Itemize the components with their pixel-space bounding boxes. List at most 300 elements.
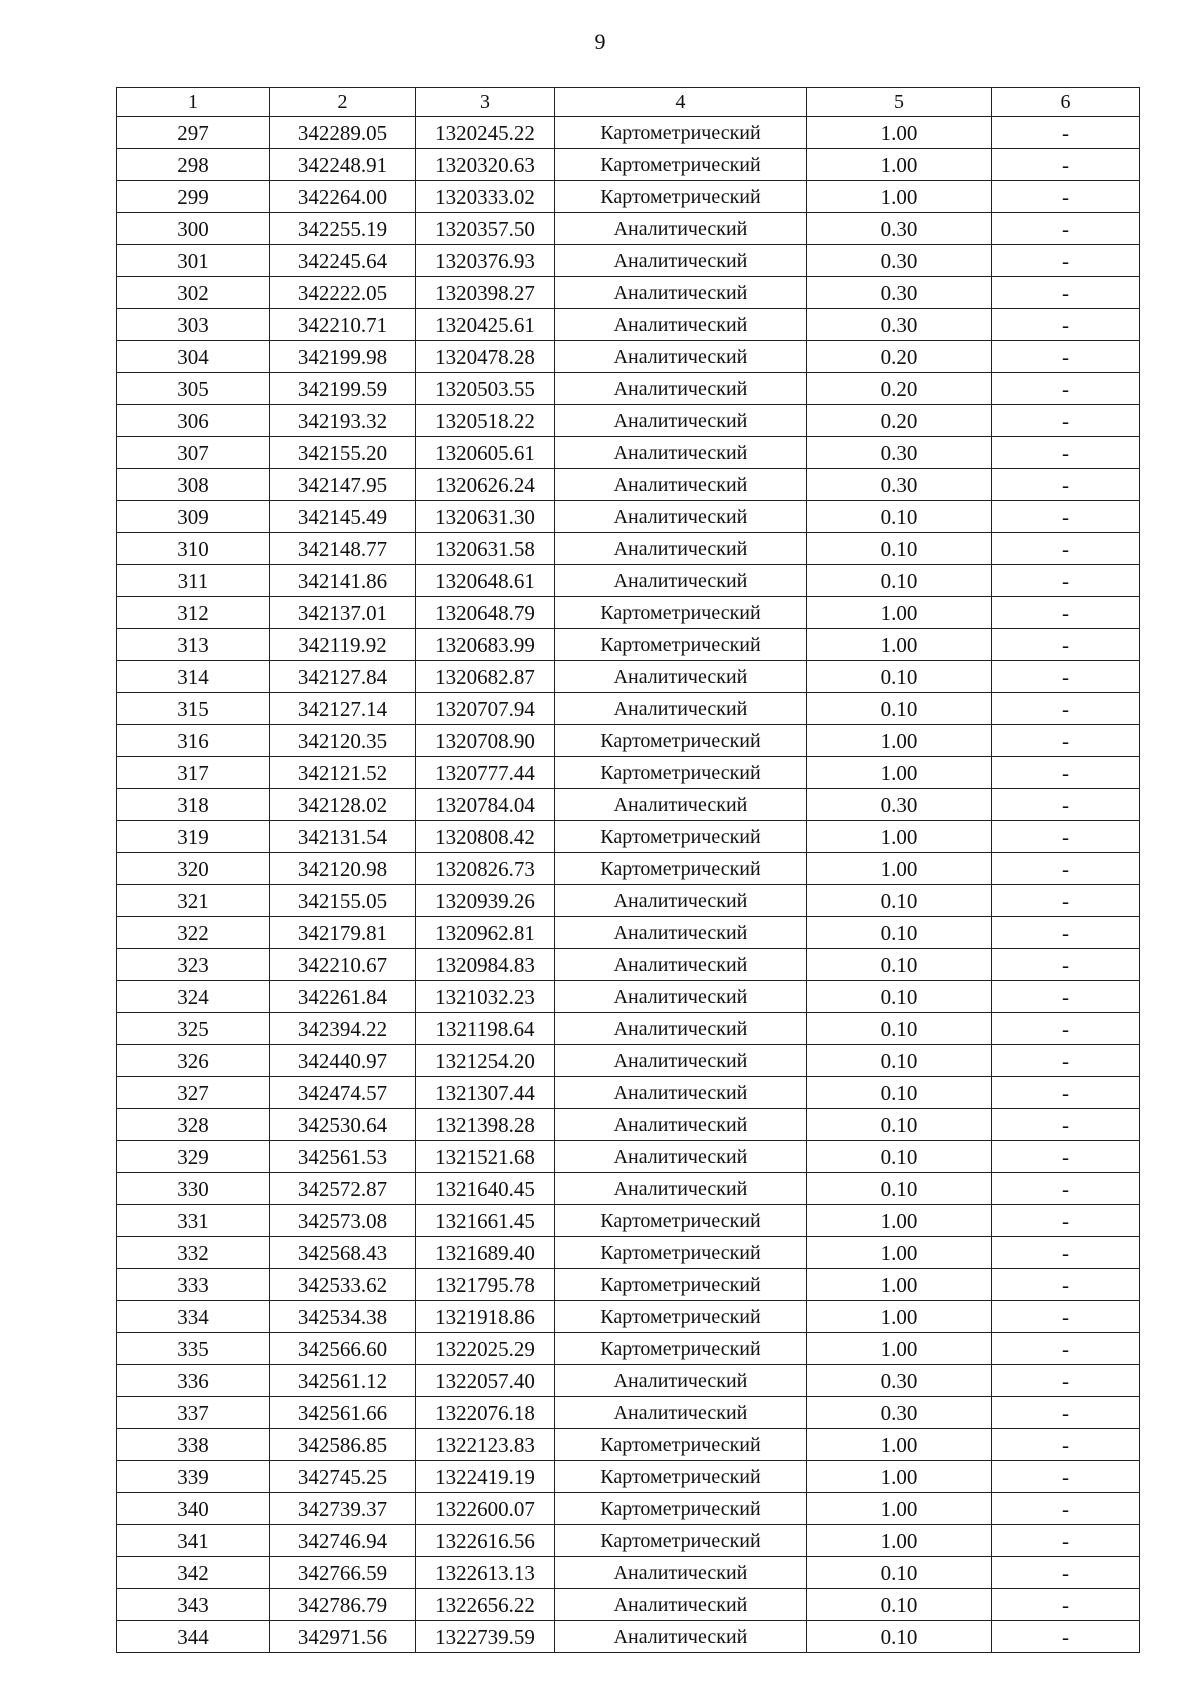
cell-method: Картометрический [555,629,807,661]
column-header-method: 4 [555,88,807,117]
table-row [117,373,1140,405]
table-row [117,789,1140,821]
cell-accuracy: 0.30 [807,1397,992,1429]
cell-point-number: 333 [117,1269,270,1301]
cell-accuracy: 1.00 [807,1461,992,1493]
cell-point-number: 323 [117,949,270,981]
cell-y-coordinate: 1320320.63 [416,149,555,181]
cell-point-number: 331 [117,1205,270,1237]
cell-y-coordinate: 1321398.28 [416,1109,555,1141]
cell-description: - [992,1365,1140,1397]
table-row [117,597,1140,629]
cell-y-coordinate: 1322739.59 [416,1621,555,1653]
cell-description: - [992,1109,1140,1141]
cell-x-coordinate: 342255.19 [270,213,416,245]
table-row [117,1493,1140,1525]
cell-point-number: 328 [117,1109,270,1141]
cell-y-coordinate: 1320398.27 [416,277,555,309]
cell-point-number: 332 [117,1237,270,1269]
cell-x-coordinate: 342245.64 [270,245,416,277]
header-row [117,88,1140,117]
cell-method: Аналитический [555,981,807,1013]
cell-y-coordinate: 1322600.07 [416,1493,555,1525]
cell-y-coordinate: 1320605.61 [416,437,555,469]
table-row [117,501,1140,533]
cell-point-number: 339 [117,1461,270,1493]
cell-accuracy: 0.10 [807,885,992,917]
cell-x-coordinate: 342147.95 [270,469,416,501]
cell-method: Картометрический [555,1493,807,1525]
table-row [117,1589,1140,1621]
cell-x-coordinate: 342137.01 [270,597,416,629]
cell-description: - [992,533,1140,565]
cell-point-number: 338 [117,1429,270,1461]
cell-description: - [992,789,1140,821]
cell-x-coordinate: 342440.97 [270,1045,416,1077]
cell-y-coordinate: 1321254.20 [416,1045,555,1077]
cell-y-coordinate: 1322025.29 [416,1333,555,1365]
cell-y-coordinate: 1322656.22 [416,1589,555,1621]
cell-y-coordinate: 1321307.44 [416,1077,555,1109]
cell-x-coordinate: 342199.59 [270,373,416,405]
table-row [117,1621,1140,1653]
cell-y-coordinate: 1320503.55 [416,373,555,405]
cell-x-coordinate: 342119.92 [270,629,416,661]
cell-point-number: 298 [117,149,270,181]
cell-method: Картометрический [555,1301,807,1333]
cell-description: - [992,1237,1140,1269]
table-row [117,1301,1140,1333]
cell-accuracy: 0.30 [807,789,992,821]
table-row [117,341,1140,373]
cell-method: Картометрический [555,725,807,757]
cell-method: Картометрический [555,117,807,149]
cell-x-coordinate: 342121.52 [270,757,416,789]
table-row [117,693,1140,725]
cell-description: - [992,309,1140,341]
cell-description: - [992,629,1140,661]
table-row [117,1525,1140,1557]
cell-x-coordinate: 342120.98 [270,853,416,885]
cell-point-number: 318 [117,789,270,821]
cell-point-number: 337 [117,1397,270,1429]
cell-x-coordinate: 342120.35 [270,725,416,757]
table-row [117,1333,1140,1365]
cell-y-coordinate: 1320682.87 [416,661,555,693]
cell-method: Аналитический [555,1109,807,1141]
cell-y-coordinate: 1321918.86 [416,1301,555,1333]
cell-accuracy: 0.20 [807,341,992,373]
cell-accuracy: 1.00 [807,1205,992,1237]
cell-description: - [992,213,1140,245]
cell-accuracy: 1.00 [807,1301,992,1333]
cell-description: - [992,1621,1140,1653]
cell-description: - [992,917,1140,949]
table-row [117,277,1140,309]
cell-x-coordinate: 342210.67 [270,949,416,981]
cell-method: Аналитический [555,1173,807,1205]
cell-y-coordinate: 1320245.22 [416,117,555,149]
cell-x-coordinate: 342131.54 [270,821,416,853]
cell-point-number: 314 [117,661,270,693]
cell-x-coordinate: 342766.59 [270,1557,416,1589]
table-row [117,533,1140,565]
table-row [117,309,1140,341]
cell-y-coordinate: 1321032.23 [416,981,555,1013]
cell-method: Аналитический [555,1621,807,1653]
cell-accuracy: 0.10 [807,501,992,533]
cell-point-number: 326 [117,1045,270,1077]
cell-description: - [992,821,1140,853]
cell-y-coordinate: 1320631.30 [416,501,555,533]
cell-method: Картометрический [555,181,807,213]
cell-accuracy: 0.10 [807,565,992,597]
cell-point-number: 334 [117,1301,270,1333]
cell-x-coordinate: 342586.85 [270,1429,416,1461]
table-row [117,469,1140,501]
cell-point-number: 311 [117,565,270,597]
table-row [117,1461,1140,1493]
cell-accuracy: 0.10 [807,1045,992,1077]
cell-x-coordinate: 342474.57 [270,1077,416,1109]
cell-point-number: 297 [117,117,270,149]
cell-point-number: 307 [117,437,270,469]
cell-description: - [992,661,1140,693]
cell-accuracy: 1.00 [807,181,992,213]
cell-y-coordinate: 1320777.44 [416,757,555,789]
cell-y-coordinate: 1322057.40 [416,1365,555,1397]
cell-accuracy: 0.10 [807,1077,992,1109]
cell-description: - [992,565,1140,597]
cell-description: - [992,597,1140,629]
cell-x-coordinate: 342248.91 [270,149,416,181]
cell-point-number: 305 [117,373,270,405]
cell-method: Аналитический [555,245,807,277]
cell-accuracy: 1.00 [807,1333,992,1365]
cell-description: - [992,181,1140,213]
table-row [117,885,1140,917]
cell-y-coordinate: 1320683.99 [416,629,555,661]
cell-x-coordinate: 342261.84 [270,981,416,1013]
cell-y-coordinate: 1320626.24 [416,469,555,501]
table-row [117,821,1140,853]
cell-y-coordinate: 1320376.93 [416,245,555,277]
cell-y-coordinate: 1320962.81 [416,917,555,949]
cell-description: - [992,949,1140,981]
cell-description: - [992,277,1140,309]
table-row [117,1045,1140,1077]
cell-x-coordinate: 342572.87 [270,1173,416,1205]
table-row [117,1077,1140,1109]
cell-method: Картометрический [555,1429,807,1461]
table-row [117,1013,1140,1045]
cell-y-coordinate: 1321521.68 [416,1141,555,1173]
cell-accuracy: 1.00 [807,1429,992,1461]
cell-accuracy: 1.00 [807,629,992,661]
cell-x-coordinate: 342530.64 [270,1109,416,1141]
cell-description: - [992,1077,1140,1109]
cell-x-coordinate: 342971.56 [270,1621,416,1653]
cell-x-coordinate: 342210.71 [270,309,416,341]
cell-accuracy: 0.20 [807,405,992,437]
cell-method: Аналитический [555,533,807,565]
table-row [117,1365,1140,1397]
cell-x-coordinate: 342394.22 [270,1013,416,1045]
cell-accuracy: 0.10 [807,693,992,725]
cell-point-number: 324 [117,981,270,1013]
cell-point-number: 319 [117,821,270,853]
cell-method: Аналитический [555,341,807,373]
cell-method: Аналитический [555,437,807,469]
cell-y-coordinate: 1322419.19 [416,1461,555,1493]
cell-y-coordinate: 1320784.04 [416,789,555,821]
cell-accuracy: 0.10 [807,981,992,1013]
cell-y-coordinate: 1320826.73 [416,853,555,885]
cell-method: Аналитический [555,885,807,917]
cell-y-coordinate: 1320808.42 [416,821,555,853]
cell-x-coordinate: 342739.37 [270,1493,416,1525]
cell-x-coordinate: 342127.14 [270,693,416,725]
cell-y-coordinate: 1321198.64 [416,1013,555,1045]
cell-point-number: 302 [117,277,270,309]
cell-accuracy: 0.30 [807,245,992,277]
table-row [117,661,1140,693]
cell-y-coordinate: 1322616.56 [416,1525,555,1557]
table-row [117,853,1140,885]
cell-accuracy: 1.00 [807,1237,992,1269]
cell-y-coordinate: 1321795.78 [416,1269,555,1301]
cell-method: Аналитический [555,1013,807,1045]
cell-accuracy: 0.10 [807,1141,992,1173]
coordinates-table [116,87,1140,1653]
cell-description: - [992,1173,1140,1205]
table-row [117,949,1140,981]
column-header-accuracy: 5 [807,88,992,117]
cell-description: - [992,149,1140,181]
cell-point-number: 335 [117,1333,270,1365]
cell-point-number: 309 [117,501,270,533]
cell-x-coordinate: 342533.62 [270,1269,416,1301]
cell-y-coordinate: 1321661.45 [416,1205,555,1237]
cell-description: - [992,501,1140,533]
table-row [117,1429,1140,1461]
cell-point-number: 321 [117,885,270,917]
cell-accuracy: 0.10 [807,1589,992,1621]
cell-description: - [992,1589,1140,1621]
table-row [117,1109,1140,1141]
cell-method: Аналитический [555,1589,807,1621]
cell-x-coordinate: 342155.05 [270,885,416,917]
cell-x-coordinate: 342573.08 [270,1205,416,1237]
cell-accuracy: 1.00 [807,149,992,181]
cell-accuracy: 0.10 [807,1557,992,1589]
cell-x-coordinate: 342568.43 [270,1237,416,1269]
cell-x-coordinate: 342746.94 [270,1525,416,1557]
cell-accuracy: 0.10 [807,1013,992,1045]
cell-point-number: 342 [117,1557,270,1589]
cell-method: Аналитический [555,661,807,693]
cell-description: - [992,725,1140,757]
cell-point-number: 343 [117,1589,270,1621]
table-row [117,117,1140,149]
cell-x-coordinate: 342128.02 [270,789,416,821]
cell-method: Картометрический [555,1237,807,1269]
cell-point-number: 327 [117,1077,270,1109]
cell-point-number: 308 [117,469,270,501]
cell-y-coordinate: 1320708.90 [416,725,555,757]
cell-point-number: 316 [117,725,270,757]
cell-point-number: 312 [117,597,270,629]
cell-method: Картометрический [555,1205,807,1237]
cell-x-coordinate: 342786.79 [270,1589,416,1621]
cell-y-coordinate: 1321640.45 [416,1173,555,1205]
cell-method: Картометрический [555,1269,807,1301]
cell-point-number: 313 [117,629,270,661]
cell-point-number: 315 [117,693,270,725]
cell-description: - [992,1557,1140,1589]
cell-point-number: 340 [117,1493,270,1525]
cell-accuracy: 1.00 [807,853,992,885]
table-row [117,1557,1140,1589]
cell-method: Аналитический [555,1365,807,1397]
cell-accuracy: 0.10 [807,1621,992,1653]
cell-x-coordinate: 342561.12 [270,1365,416,1397]
cell-description: - [992,981,1140,1013]
cell-description: - [992,437,1140,469]
cell-point-number: 306 [117,405,270,437]
cell-point-number: 320 [117,853,270,885]
cell-method: Аналитический [555,1141,807,1173]
cell-description: - [992,1333,1140,1365]
cell-y-coordinate: 1320333.02 [416,181,555,213]
cell-accuracy: 1.00 [807,725,992,757]
cell-y-coordinate: 1320357.50 [416,213,555,245]
cell-accuracy: 1.00 [807,821,992,853]
cell-accuracy: 0.30 [807,1365,992,1397]
cell-accuracy: 1.00 [807,757,992,789]
cell-x-coordinate: 342179.81 [270,917,416,949]
table-row [117,757,1140,789]
table-row [117,1141,1140,1173]
cell-description: - [992,1525,1140,1557]
cell-method: Аналитический [555,1045,807,1077]
cell-point-number: 300 [117,213,270,245]
cell-description: - [992,693,1140,725]
cell-description: - [992,1461,1140,1493]
cell-method: Картометрический [555,597,807,629]
cell-method: Аналитический [555,213,807,245]
cell-method: Аналитический [555,405,807,437]
table-row [117,629,1140,661]
table-row [117,917,1140,949]
cell-x-coordinate: 342566.60 [270,1333,416,1365]
cell-point-number: 336 [117,1365,270,1397]
cell-accuracy: 0.30 [807,437,992,469]
cell-y-coordinate: 1320984.83 [416,949,555,981]
cell-y-coordinate: 1322613.13 [416,1557,555,1589]
cell-y-coordinate: 1322123.83 [416,1429,555,1461]
cell-description: - [992,1045,1140,1077]
cell-y-coordinate: 1321689.40 [416,1237,555,1269]
table-row [117,1173,1140,1205]
cell-accuracy: 0.30 [807,277,992,309]
cell-description: - [992,1493,1140,1525]
cell-description: - [992,1269,1140,1301]
cell-y-coordinate: 1320939.26 [416,885,555,917]
cell-y-coordinate: 1320425.61 [416,309,555,341]
cell-method: Аналитический [555,1397,807,1429]
cell-accuracy: 0.30 [807,309,992,341]
column-header-y-coordinate: 3 [416,88,555,117]
cell-x-coordinate: 342141.86 [270,565,416,597]
cell-accuracy: 1.00 [807,1269,992,1301]
cell-description: - [992,1397,1140,1429]
cell-description: - [992,757,1140,789]
cell-method: Картометрический [555,853,807,885]
cell-description: - [992,245,1140,277]
cell-accuracy: 1.00 [807,1525,992,1557]
table-header [117,88,1140,117]
cell-accuracy: 0.10 [807,917,992,949]
cell-description: - [992,405,1140,437]
cell-x-coordinate: 342534.38 [270,1301,416,1333]
cell-point-number: 299 [117,181,270,213]
cell-accuracy: 1.00 [807,1493,992,1525]
cell-x-coordinate: 342289.05 [270,117,416,149]
cell-method: Аналитический [555,309,807,341]
table-row [117,565,1140,597]
page-number: 9 [594,29,606,54]
cell-accuracy: 0.30 [807,469,992,501]
cell-x-coordinate: 342561.53 [270,1141,416,1173]
cell-x-coordinate: 342745.25 [270,1461,416,1493]
cell-x-coordinate: 342148.77 [270,533,416,565]
cell-description: - [992,885,1140,917]
table-row [117,725,1140,757]
column-header-point-number: 1 [117,88,270,117]
cell-x-coordinate: 342193.32 [270,405,416,437]
cell-accuracy: 1.00 [807,117,992,149]
cell-point-number: 301 [117,245,270,277]
cell-point-number: 344 [117,1621,270,1653]
cell-description: - [992,853,1140,885]
cell-x-coordinate: 342145.49 [270,501,416,533]
table-row [117,1205,1140,1237]
cell-accuracy: 0.30 [807,213,992,245]
cell-x-coordinate: 342264.00 [270,181,416,213]
cell-point-number: 329 [117,1141,270,1173]
table-body [117,117,1140,1653]
cell-y-coordinate: 1320648.79 [416,597,555,629]
cell-accuracy: 0.10 [807,949,992,981]
table-row [117,437,1140,469]
cell-method: Аналитический [555,1557,807,1589]
cell-method: Аналитический [555,469,807,501]
cell-method: Картометрический [555,821,807,853]
cell-accuracy: 0.10 [807,533,992,565]
cell-accuracy: 0.10 [807,1109,992,1141]
cell-description: - [992,1205,1140,1237]
cell-method: Картометрический [555,1525,807,1557]
cell-x-coordinate: 342199.98 [270,341,416,373]
cell-accuracy: 0.20 [807,373,992,405]
cell-method: Картометрический [555,757,807,789]
cell-description: - [992,1141,1140,1173]
cell-method: Картометрический [555,1461,807,1493]
cell-y-coordinate: 1320518.22 [416,405,555,437]
cell-y-coordinate: 1320707.94 [416,693,555,725]
table-row [117,181,1140,213]
